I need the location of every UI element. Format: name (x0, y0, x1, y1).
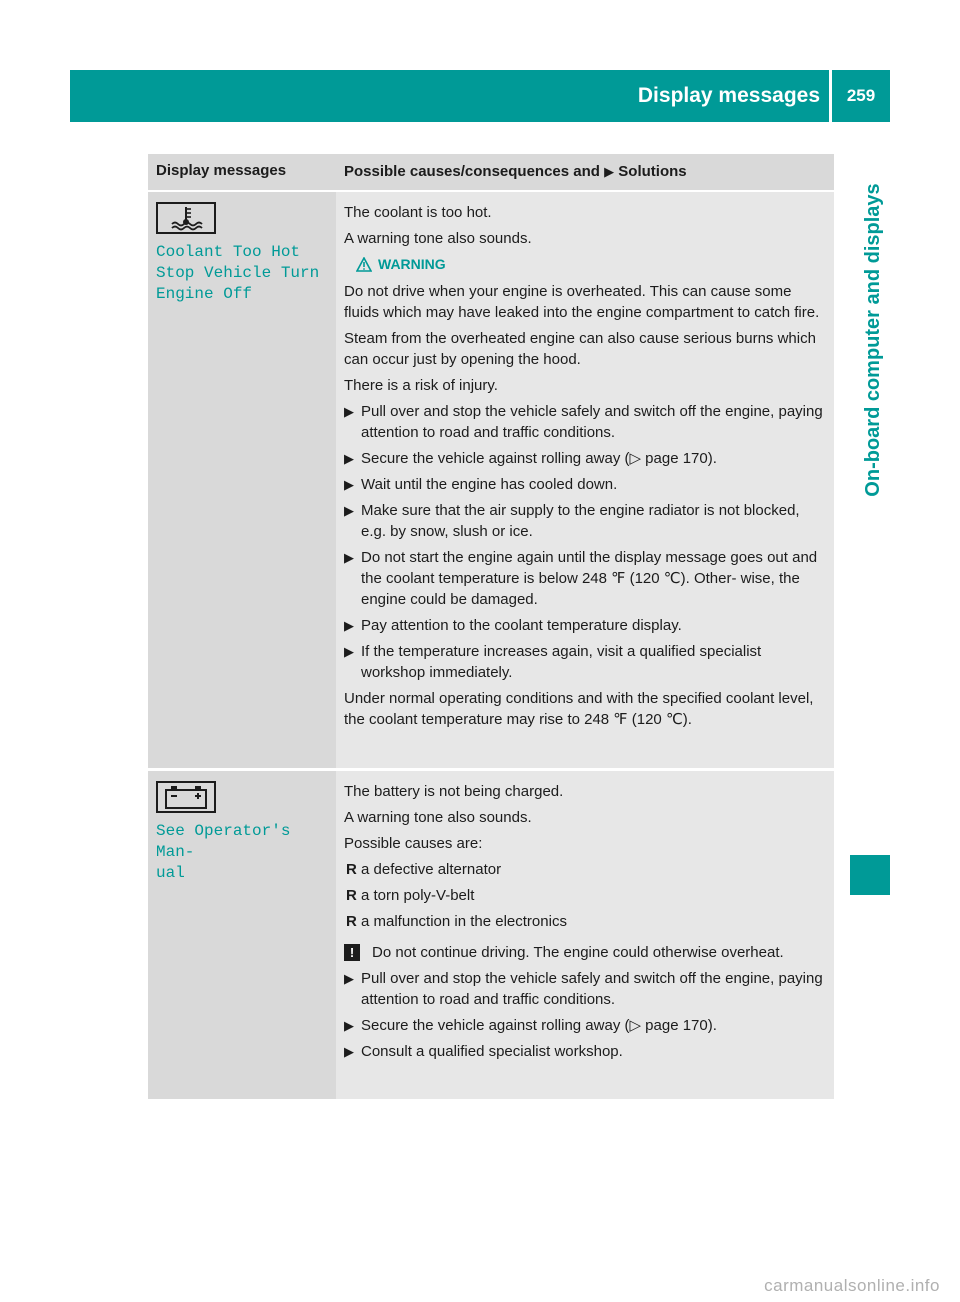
display-message-text: Coolant Too Hot Stop Vehicle Turn Engine Off (156, 243, 320, 303)
step-item: ▶ Wait until the engine has cooled down. (344, 476, 618, 493)
closing-paragraph: Under normal operating conditions and with the specified coolant level, the coolant temperature may rise to 248 ℉ (120 ℃). (344, 690, 814, 728)
table-row (148, 192, 834, 771)
display-message-text: See Operator's Man‐ ual (156, 822, 291, 882)
bullet-icon: R (346, 861, 357, 878)
battery-icon (156, 781, 216, 813)
step-item: ▶ Do not start the engine again until the display message goes out and the coolant temperature is below 248 ℉ (120 ℃). Other- wise, the engine could be damaged. (344, 549, 818, 608)
section-title: Display messages (637, 84, 820, 107)
paragraph: The battery is not being charged. (344, 783, 564, 800)
cause-item: R a malfunction in the electronics (346, 913, 567, 930)
paragraph: A warning tone also sounds. (344, 809, 532, 826)
warning-triangle-icon (356, 257, 372, 272)
step-arrow-icon: ▶ (344, 644, 354, 659)
solutions-cell (336, 771, 834, 1099)
solutions-cell (336, 192, 834, 768)
bullet-icon: R (346, 913, 357, 930)
step-arrow-icon: ▶ (344, 1018, 354, 1033)
footer-watermark: carmanualsonline.info (764, 1276, 940, 1295)
paragraph: A warning tone also sounds. (344, 230, 532, 247)
step-arrow-icon: ▶ (344, 503, 354, 518)
warning-text: Steam from the overheated engine can also cause serious burns which can occur just by opening the hood. (344, 330, 816, 368)
side-tab-label: On-board computer and displays (862, 183, 884, 497)
paragraph: The coolant is too hot. (344, 204, 492, 221)
step-arrow-icon: ▶ (344, 1044, 354, 1059)
message-cell (148, 771, 336, 1099)
warning-label: WARNING (378, 256, 446, 272)
step-arrow-icon: ▶ (344, 451, 354, 466)
step-item: ▶ Consult a qualified specialist workshop. (344, 1043, 623, 1060)
step-arrow-icon: ▶ (344, 618, 354, 633)
cause-item: R a defective alternator (346, 861, 502, 878)
step-arrow-icon: ▶ (344, 404, 354, 419)
side-tab-marker (850, 855, 890, 895)
play-arrow-icon: ▶ (604, 164, 615, 179)
exclamation-icon: ! (344, 944, 360, 961)
column-header-solutions-text: Solutions (618, 163, 687, 180)
paragraph: Possible causes are: (344, 835, 483, 852)
bullet-icon: R (346, 887, 357, 904)
step-item: ▶ Secure the vehicle against rolling away (▷ page 170). (344, 1017, 717, 1034)
warning-text: There is a risk of injury. (344, 377, 498, 394)
column-header-causes-text: Possible causes/consequences and (344, 163, 600, 180)
coolant-temperature-icon (156, 202, 216, 234)
column-header-messages: Display messages (156, 162, 287, 179)
warning-text: Do not drive when your engine is overheated. This can cause some fluids which may have leaked into the engine compartment to catch fire. (344, 283, 820, 321)
step-item: ▶ Pull over and stop the vehicle safely and switch off the engine, paying attention to road and traffic conditions. (344, 403, 823, 441)
notice-item: ! Do not continue driving. The engine could otherwise overheat. (344, 942, 828, 963)
step-arrow-icon: ▶ (344, 550, 354, 565)
page-number: 259 (846, 86, 876, 105)
header-bar (70, 70, 890, 122)
warning-heading (356, 254, 828, 275)
table-row (148, 771, 834, 1102)
step-item: ▶ Pay attention to the coolant temperature display. (344, 617, 682, 634)
column-header-causes (336, 154, 834, 190)
step-item: ▶ Make sure that the air supply to the engine radiator is not blocked, e.g. by snow, slush or ice. (344, 502, 800, 540)
step-item: ▶ Pull over and stop the vehicle safely and switch off the engine, paying attention to road and traffic conditions. (344, 970, 823, 1008)
display-messages-table (148, 154, 834, 1102)
message-cell (148, 192, 336, 768)
step-item: ▶ If the temperature increases again, visit a qualified specialist workshop immediately. (344, 643, 762, 681)
step-item: ▶ Secure the vehicle against rolling away (▷ page 170). (344, 450, 717, 467)
table-header (148, 154, 834, 192)
step-arrow-icon: ▶ (344, 971, 354, 986)
step-arrow-icon: ▶ (344, 477, 354, 492)
cause-item: R a torn poly-V-belt (346, 887, 475, 904)
